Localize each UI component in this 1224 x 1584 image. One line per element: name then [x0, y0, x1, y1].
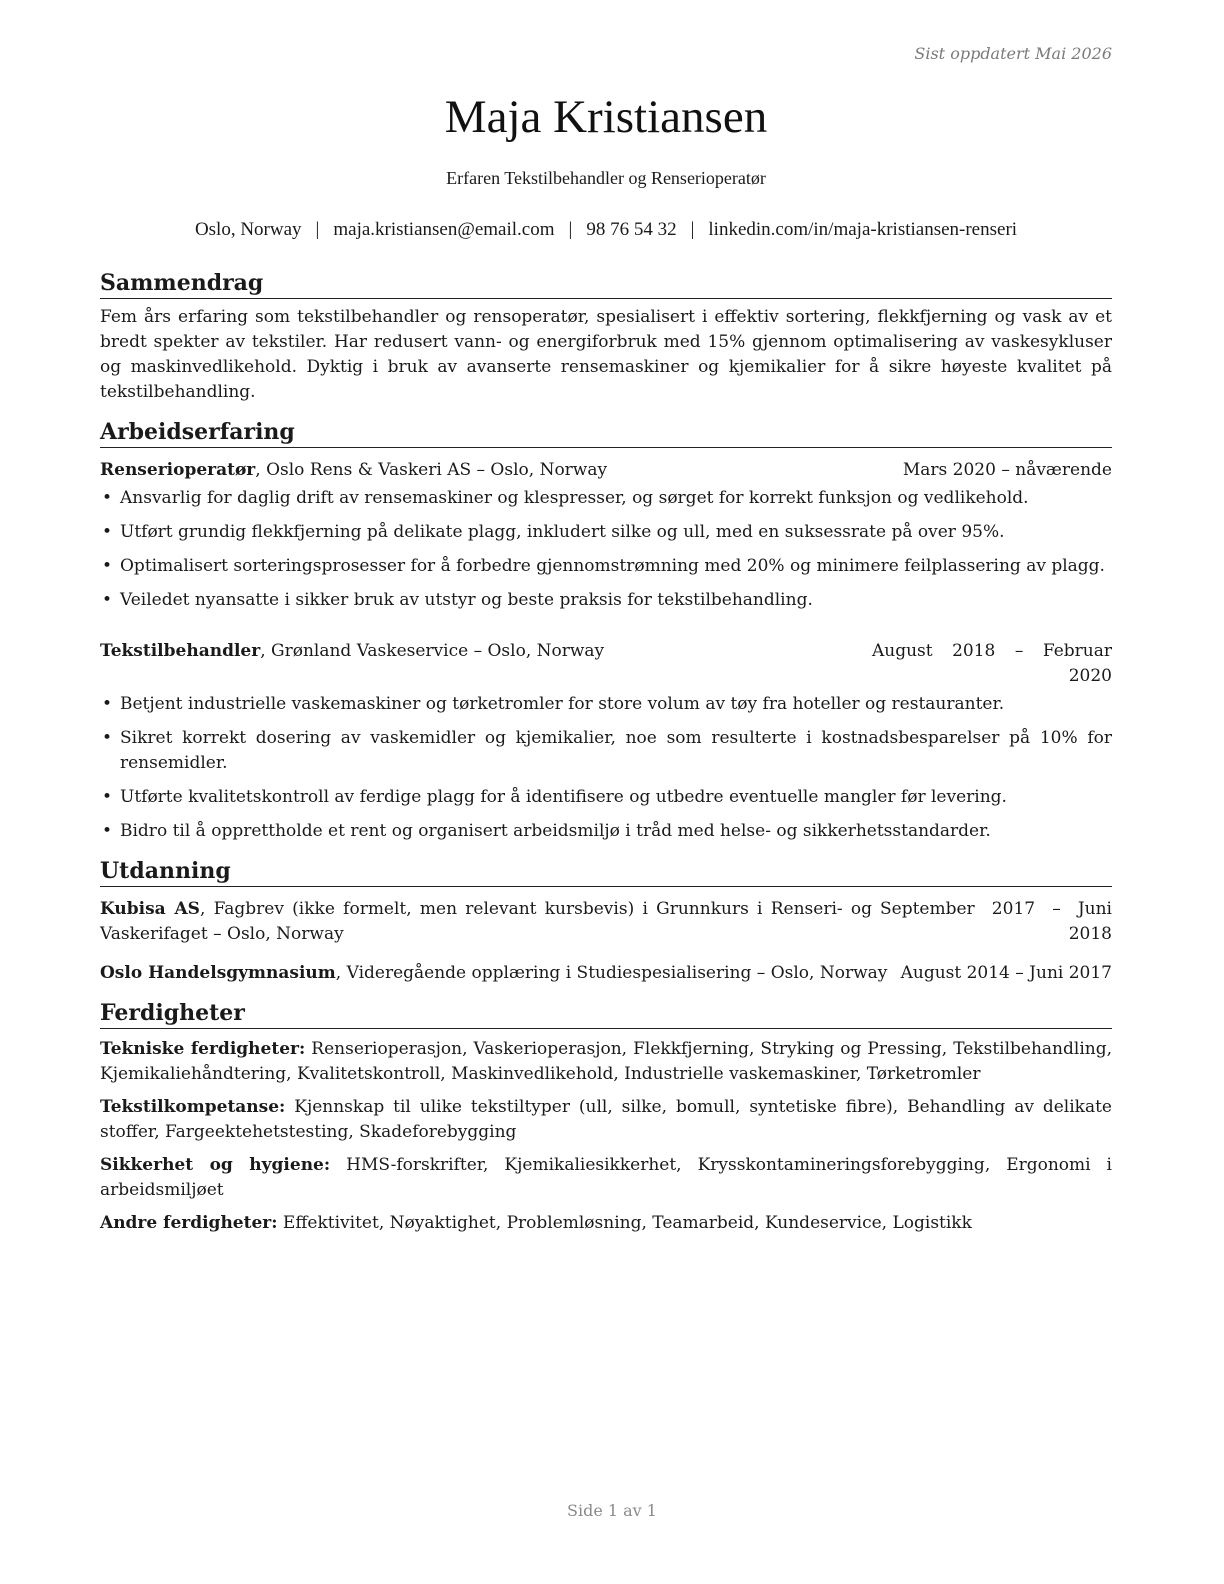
education-program: , Fagbrev (ikke formelt, men relevant kursbevis) i Grunnkurs i Renseri- og Vaskerifaget – Oslo, Norway: [100, 899, 872, 944]
job-entry: [100, 639, 1112, 844]
resume-body: [100, 268, 1112, 1236]
job-header: [100, 639, 1112, 689]
job-employer: , Oslo Rens & Vaskeri AS – Oslo, Norway: [255, 460, 608, 480]
skill-label: Sikkerhet og hygiene:: [100, 1155, 331, 1175]
education-dates: September 2017 – Juni 2018: [880, 899, 1112, 944]
job-role: Renserioperatør: [100, 460, 256, 480]
skill-label: Tekniske ferdigheter:: [100, 1039, 306, 1059]
job-header: [100, 458, 1112, 483]
person-name: Maja Kristiansen: [444, 91, 768, 143]
skill-label: Tekstilkompetanse:: [100, 1097, 286, 1117]
job-bullets: [100, 692, 1112, 844]
bullet-item: • Optimalisert sorteringsprosesser for å forbedre gjennomstrømning med 20% og minimere feilplassering av plagg.: [100, 554, 1112, 579]
contact-linkedin[interactable]: linkedin.com/in/maja-kristiansen-renseri: [708, 219, 1018, 240]
contact-phone: 98 76 54 32: [586, 219, 677, 240]
section-title-education: Utdanning: [100, 856, 1112, 887]
contact-separator: |: [690, 219, 695, 240]
contact-location: Oslo, Norway: [194, 219, 302, 240]
section-title-skills: Ferdigheter: [100, 998, 1112, 1029]
page-number: Side 1 av 1: [567, 1501, 657, 1520]
skill-group: [100, 1153, 1112, 1203]
last-updated: Sist oppdatert Mai 2026: [914, 44, 1112, 63]
education-entry: [100, 961, 1112, 986]
section-title-summary: Sammendrag: [100, 268, 1112, 299]
contact-email[interactable]: maja.kristiansen@email.com: [333, 219, 555, 240]
skill-label: Andre ferdigheter:: [100, 1213, 278, 1233]
contact-separator: |: [315, 219, 320, 240]
education-program: , Videregående opplæring i Studiespesialisering – Oslo, Norway: [335, 963, 888, 983]
education-dates: August 2014 – Juni 2017: [900, 963, 1112, 983]
skill-group: [100, 1037, 1112, 1087]
skill-list: Renserioperasjon, Vaskerioperasjon, Flekkfjerning, Stryking og Pressing, Tekstilbehandling, Kjemikaliehåndtering, Kvalitetskontroll, Maskinvedlikehold, Industrielle vaskemaskiner, Tørketromler: [100, 1039, 1113, 1084]
job-dates: August 2018 – Februar 2020: [872, 641, 1112, 686]
bullet-item: • Betjent industrielle vaskemaskiner og tørketromler for store volum av tøy fra hoteller og restauranter.: [100, 692, 1112, 717]
job-entry: [100, 458, 1112, 613]
summary-text: Fem års erfaring som tekstilbehandler og rensoperatør, spesialisert i effektiv sortering, flekkfjerning og vask av et bredt spekter av tekstiler. Har redusert vann- og energiforbruk med 15% gjennom optimalisering av vaskesykluser og maskinvedlikehold. Dyktig i bruk av avanserte rensemaskiner og kjemikalier for å sikre høyeste kvalitet på tekstilbehandling.: [100, 307, 1112, 402]
job-dates: Mars 2020 – nåværende: [902, 460, 1112, 480]
contact-line: [80, 219, 1132, 241]
skill-group: [100, 1095, 1112, 1145]
bullet-item: • Utførte kvalitetskontroll av ferdige plagg for å identifisere og utbedre eventuelle mangler før levering.: [100, 785, 1112, 810]
education-school: Oslo Handelsgymnasium: [100, 963, 336, 983]
bullet-item: • Sikret korrekt dosering av vaskemidler og kjemikalier, noe som resulterte i kostnadsbesparelser på 10% for rensemidler.: [100, 726, 1112, 776]
contact-separator: |: [568, 219, 573, 240]
headline: Erfaren Tekstilbehandler og Renserioperatør: [446, 168, 766, 188]
bullet-item: • Utført grundig flekkfjerning på delikate plagg, inkludert silke og ull, med en suksessrate på over 95%.: [100, 520, 1112, 545]
skill-list: Kjennskap til ulike tekstiltyper (ull, silke, bomull, syntetiske fibre), Behandling av delikate stoffer, Fargeektehetstesting, Skadeforebygging: [100, 1097, 1112, 1142]
job-role: Tekstilbehandler: [100, 641, 261, 661]
education-school: Kubisa AS: [100, 899, 200, 919]
section-title-experience: Arbeidserfaring: [100, 417, 1112, 448]
job-bullets: [100, 486, 1112, 613]
job-employer: , Grønland Vaskeservice – Oslo, Norway: [260, 641, 605, 661]
bullet-item: • Bidro til å opprettholde et rent og organisert arbeidsmiljø i tråd med helse- og sikkerhetsstandarder.: [100, 819, 1112, 844]
bullet-item: • Veiledet nyansatte i sikker bruk av utstyr og beste praksis for tekstilbehandling.: [100, 588, 1112, 613]
bullet-item: • Ansvarlig for daglig drift av rensemaskiner og klespresser, og sørget for korrekt funksjon og vedlikehold.: [100, 486, 1112, 511]
skill-group: [100, 1211, 1112, 1236]
skill-list: Effektivitet, Nøyaktighet, Problemløsning, Teamarbeid, Kundeservice, Logistikk: [277, 1213, 972, 1233]
skill-list: HMS-forskrifter, Kjemikaliesikkerhet, Krysskontamineringsforebygging, Ergonomi i arbeidsmiljøet: [100, 1155, 1112, 1200]
education-entry: [100, 897, 1112, 947]
